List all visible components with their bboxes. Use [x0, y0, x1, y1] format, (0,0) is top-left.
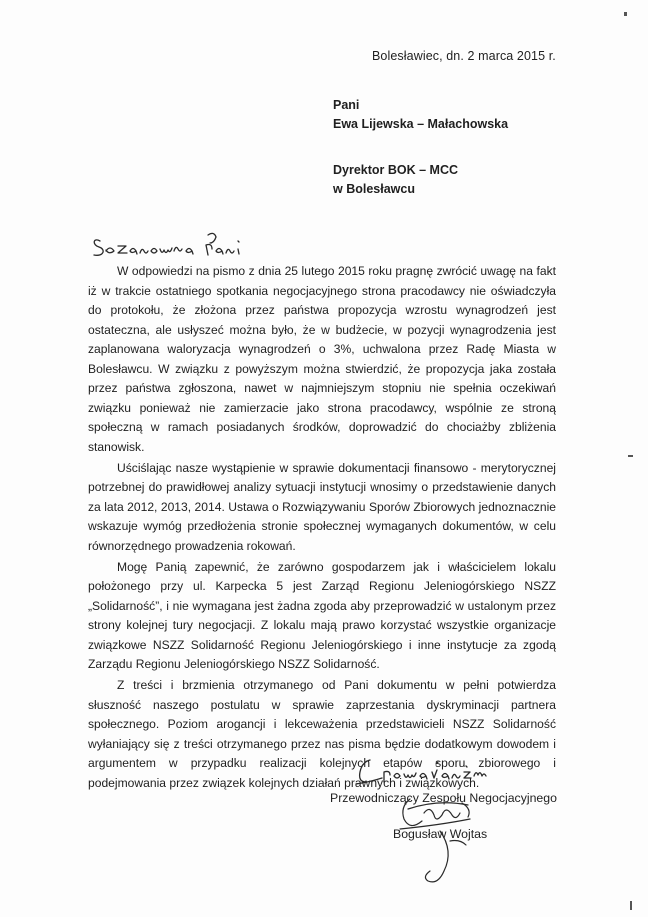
recipient-city: w Bolesławcu [333, 182, 415, 196]
recipient-block [333, 96, 508, 134]
scan-edge-mark-top [624, 12, 627, 16]
place-and-date: Bolesławiec, dn. 2 marca 2015 r. [372, 49, 556, 63]
body-paragraph-2: Uściślając nasze wystąpienie w sprawie dokumentacji finansowo - merytorycznej potrzebnej do prawidłowej analizy sytuacji instytucji wnosimy o przedstawienie danych za lata 2012, 2013, 2014. Ustawa o Rozwiązywaniu Sporów Zbiorowych jednoznacznie wskazuje wymóg przedłożenia stronie społecznej wymaganych dokumentów, w celu równorzędnego prowadzenia rokowań. [88, 460, 556, 553]
handwritten-closing-drawing [352, 754, 492, 790]
body-paragraph-1: W odpowiedzi na pismo z dnia 25 lutego 2015 roku pragnę zwrócić uwagę na fakt iż w trakcie ostatniego spotkania negocjacyjnego strona pracodawcy nie oświadczyła do protokołu, że złożona przez państwa propozycja wzrostu wynagrodzeń jest ostateczna, ale usłyszeć można było, że w budżecie, w pozycji wynagrodzenia jest zaplanowana waloryzacja wynagrodzeń o 3%, uchwalona przez Radę Miasta w Bolesławcu. W związku z powyższym można stwierdzić, że propozycja jaka została przez państwa zgłoszona, nawet w najmniejszym stopniu nie spełnia oczekiwań związku ponieważ nie zamierzacie jako strona pracodawcy, wspólnie ze stroną społeczną w ramach posiadanych środków, doprowadzić do chociażby zbliżenia stanowisk. [88, 264, 556, 454]
handwritten-signature [380, 795, 500, 900]
body-paragraph-4: Z treści i brzmienia otrzymanego od Pani dokumentu w pełni potwierdza słuszność naszego postulatu w sprawie zaprzestania dyskryminacji partnera społecznego. Poziom arogancji i lekceważenia przedstawicieli NSZZ Solidarność wyłaniający się z treści otrzymanego przez nas pisma będzie dodatkowym dowodem i argumentem w przypadku realizacji kolejnych etapów sporu zbiorowego i podejmowania przez związek kolejnych działań prawnych i związkowych. [88, 678, 556, 790]
handwritten-salutation-drawing [90, 229, 250, 263]
signer-name: Bogusław Wojtas [393, 827, 488, 841]
recipient-name: Ewa Lijewska – Małachowska [333, 117, 509, 131]
scan-edge-mark-bottom [630, 901, 632, 910]
letter-body [88, 262, 556, 795]
recipient-title: Pani [333, 98, 360, 112]
handwritten-closing [352, 754, 492, 795]
signer-title: Przewodniczący Zespołu Negocjacyjnego [330, 791, 557, 805]
signature-drawing [380, 795, 500, 895]
recipient-position: Dyrektor BOK – MCC [333, 163, 459, 177]
body-paragraph-3: Mogę Panią zapewnić, że zarówno gospodarzem jak i właścicielem lokalu położonego przy ul. Karpecka 5 jest Zarząd Regionu Jeleniogórskiego NSZZ „Solidarność”, i nie wymagana jest żadna zgoda aby przeprowadzić w ustalonym przez strony kolejnej tury negocjacji. Z lokalu mają prawo korzystać wszystkie organizacje związkowe NSZZ Solidarność Regionu Jeleniogórskiego i inne instytucje za zgodą Zarządu Regionu Jeleniogórskiego NSZZ Solidarność. [88, 559, 556, 672]
recipient-position-block [333, 161, 458, 199]
scan-edge-mark-middle [628, 455, 633, 457]
